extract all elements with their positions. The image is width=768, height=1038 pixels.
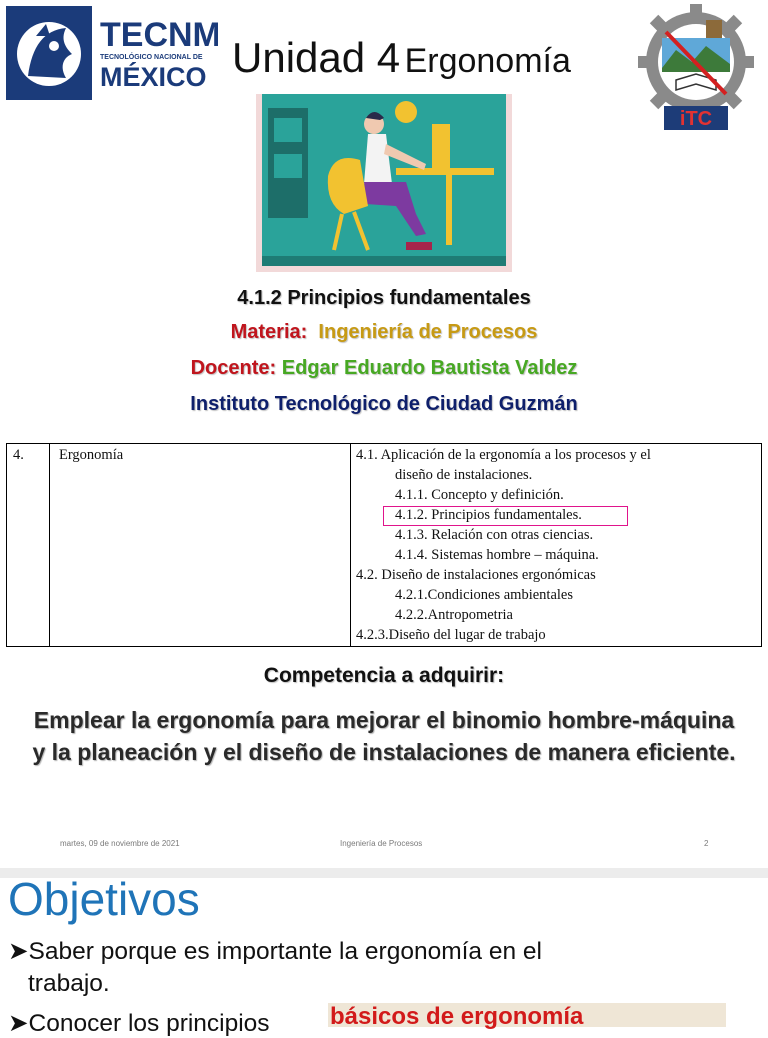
itc-logo [636, 2, 756, 134]
arrow-bullet-icon: ➤ [8, 1010, 29, 1037]
docente-value: Edgar Eduardo Bautista Valdez [281, 357, 578, 379]
syllabus-item: 4.1.1. Concepto y definición. [395, 487, 564, 503]
highlight-box [383, 506, 628, 526]
syllabus-item: 4.1. Aplicación de la ergonomía a los procesos y el [356, 447, 651, 463]
objetivo-1-line-2: trabajo. [28, 970, 110, 997]
syllabus-item-highlighted: 4.1.2. Principios fundamentales. [395, 507, 582, 523]
unit-topics-cell [351, 444, 761, 646]
svg-text:iTC: iTC [679, 108, 713, 130]
objetivo-bullet-2 [8, 1008, 270, 1038]
title-topic: Ergonomía [404, 42, 571, 80]
arrow-bullet-icon: ➤ [8, 938, 29, 965]
syllabus-item: 4.1.3. Relación con otras ciencias. [395, 527, 594, 543]
syllabus-item: 4.2.3.Diseño del lugar de trabajo [356, 627, 546, 643]
unit-number-cell [7, 444, 50, 646]
competencia-text: Emplear la ergonomía para mejorar el binomio hombre-máquina y la planeación y el diseño de instalaciones de manera eficiente. [32, 707, 736, 765]
objetivo-bullet-1 [8, 936, 542, 966]
competencia-title: Competencia a adquirir: [263, 664, 505, 687]
objetivo-2-highlight: básicos de ergonomía [330, 1003, 584, 1030]
unit-name-cell [50, 444, 351, 646]
syllabus-item: 4.2.2.Antropometria [395, 607, 513, 623]
svg-text:TECNM: TECNM [100, 16, 218, 54]
objetivo-1-line-1: Saber porque es importante la ergonomía en el [28, 938, 542, 965]
docente-label: Docente: [190, 357, 277, 379]
tecnm-logo [6, 6, 218, 102]
footer-course: Ingeniería de Procesos [340, 839, 423, 848]
syllabus-table [6, 443, 762, 647]
unit-name: Ergonomía [59, 447, 124, 463]
svg-text:TECNOLÓGICO NACIONAL DE: TECNOLÓGICO NACIONAL DE [100, 54, 203, 61]
docente-line [0, 357, 768, 380]
svg-text:MÉXICO: MÉXICO [100, 62, 207, 92]
footer-date: martes, 09 de noviembre de 2021 [60, 839, 180, 848]
slide-title [232, 34, 632, 86]
materia-value: Ingeniería de Procesos [318, 321, 538, 343]
materia-label: Materia: [230, 321, 308, 343]
materia-line [0, 321, 768, 344]
topic-heading: 4.1.2 Principios fundamentales [237, 287, 531, 309]
syllabus-item: 4.2. Diseño de instalaciones ergonómicas [356, 567, 596, 583]
objetivo-2-start: Conocer los principios [28, 1010, 270, 1037]
syllabus-item: diseño de instalaciones. [395, 467, 533, 483]
footer-page-number: 2 [704, 839, 709, 848]
syllabus-item: 4.1.4. Sistemas hombre – máquina. [395, 547, 599, 563]
syllabus-item: 4.2.1.Condiciones ambientales [395, 587, 573, 603]
objetivos-title: Objetivos [8, 873, 200, 925]
unit-number: 4. [13, 447, 24, 463]
ergonomics-illustration [256, 94, 512, 272]
title-unit: Unidad 4 [232, 34, 401, 81]
institute-name: Instituto Tecnológico de Ciudad Guzmán [190, 393, 578, 415]
text-highlight [328, 1003, 726, 1030]
